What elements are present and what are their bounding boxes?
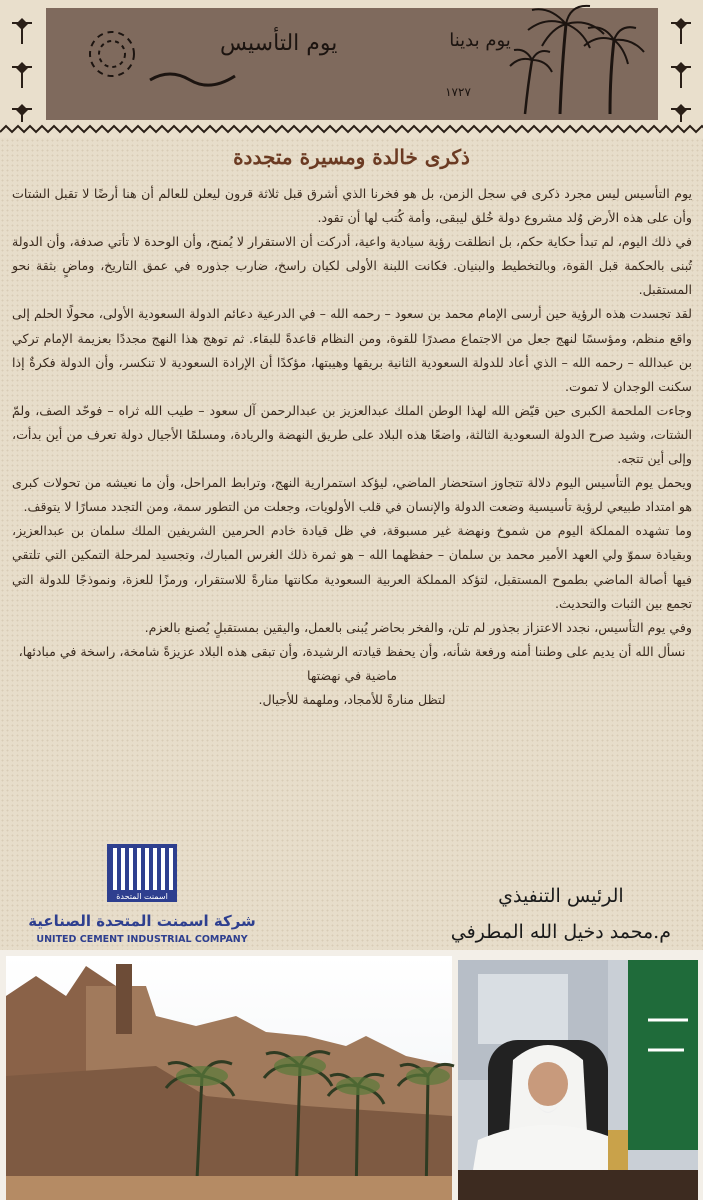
founding-day-logo-top: يوم التأسيس — [220, 31, 338, 56]
paragraph-4: وجاءت الملحمة الكبرى حين قيّض الله لهذا الوطن الملك عبدالعزيز بن عبدالرحمن آل سعود – طيب الله ثراه – فوحّد الصف، ولمّ الشتات، وشيد صرح الدولة السعودية الثالثة، واضعًا هذه البلاد على طريق النهضة والريادة، ومسلمًا الأجيال دولة تعرف من أين بدأت، وإلى أين تتجه. — [12, 402, 692, 467]
signature-role: الرئيس التنفيذي — [498, 885, 624, 907]
company-name-en: UNITED CEMENT INDUSTRIAL COMPANY — [36, 934, 248, 945]
signature-name: م.محمد دخيل الله المطرفي — [450, 921, 671, 943]
article — [0, 138, 703, 950]
diriyah-photo — [6, 956, 452, 1200]
executive-photo — [458, 960, 698, 1200]
photo-strip — [0, 950, 703, 1200]
yawm-badayna-logo — [410, 4, 650, 114]
paragraph-3: لقد تجسدت هذه الرؤية حين أرسى الإمام محمد بن سعود – رحمه الله – في الدرعية دعائم الدولة السعودية الأولى، محولًا الحلم إلى واقع منظم، ومؤسسًا لنهج جعل من الاجتماع مصدرًا للقوة، ومن النظام قاعدةً للبقاء. ثم توهج هذا النهج مجددًا بعزيمة الإمام تركي بن عبدالله – رحمه الله – الذي أعاد للدولة السعودية الثانية بريقها وهيبتها، مؤكدًا أن الإرادة السعودية لا تنكسر، وأن الدولة فكرةٌ إذا سكنت الوجدان لا تموت. — [12, 306, 692, 394]
founding-day-logo — [70, 10, 338, 110]
paragraph-2: في ذلك اليوم، لم تبدأ حكاية حكم، بل انطلقت رؤية سيادية واعية، أدركت أن الاستقرار لا يُمنح، وأن الوحدة لا تأتي صدفة، وأن الدولة تُبنى بالحكمة قبل القوة، وبالتخطيط والبنيان. فكانت اللبنة الأولى لكيان راسخ، ضارب جذوره في عمق التاريخ، وماضٍ بثقة نحو المستقبل. — [12, 234, 692, 298]
paragraph-5: ويحمل يوم التأسيس اليوم دلالة تتجاوز استحضار الماضي، ليؤكد استمرارية النهج، وترابط المراحل، وأن ما نعيشه من تحولات كبرى هو امتداد طبيعي لرؤية تأسيسية وضعت الدولة والإنسان في قلب الأولويات، وجعلت من التطور سمة، ومن التجدد مسارًا لا يتوقف. — [12, 475, 692, 515]
paragraph-7: وفي يوم التأسيس، نجدد الاعتزاز بجذور لم تلن، والفخر بحاضر يُبنى بالعمل، واليقين بمستقبلٍ يُصنع بالعزم. — [144, 619, 692, 635]
logo-small-text: اسمنت المتحدة — [116, 892, 168, 901]
paragraph-6: وما تشهده المملكة اليوم من شموخ ونهضة غير مسبوقة، في ظل قيادة خادم الحرمين الشريفين الملك سلمان بن عبدالعزيز، وبقيادة سموّ ولي العهد الأمير محمد بن سلمان – حفظهما الله – هو ثمرة ذلك الغرس المبارك، وتجسيد لمرحلة التمكين التي تلتقي فيها أصالة الماضي بطموح المستقبل، لتؤكد المملكة العربية السعودية مكانتها منارةً للاستقرار، ورمزًا للعزة، ونموذجًا للدولة التي تجمع بين الثبات والتحديث. — [12, 523, 692, 611]
article-body — [12, 182, 692, 712]
paragraph-8: نسأل الله أن يديم على وطننا أمنه ورفعة شأنه، وأن يحفظ قيادته الرشيدة، وأن تبقى هذه البلاد عزيزةً شامخة، راسخة في مبادئها، ماضية في نهضتها — [18, 643, 686, 683]
header-frame — [0, 0, 703, 140]
year-1727: ١٧٢٧ — [445, 85, 471, 99]
paragraph-9: لتظل منارةً للأمجاد، وملهمة للأجيال. — [258, 691, 446, 707]
signature-block — [451, 878, 671, 950]
article-title: ذكرى خالدة ومسيرة متجددة — [233, 145, 470, 169]
yawm-badayna-text: يوم بدينا — [449, 30, 511, 51]
united-cement-logo — [25, 842, 265, 952]
paragraph-1: يوم التأسيس ليس مجرد ذكرى في سجل الزمن، بل هو فخرنا الذي أشرق قبل ثلاثة قرون ليعلن للعالم أن هنا أرضًا لا تقبل الشتات وأن على هذه الأرض وُلد مشروع دولة خُلق ليبقى، وأمة كُتب لها أن تقود. — [12, 186, 692, 226]
company-name-ar: شركة اسمنت المتحدة الصناعية — [28, 912, 256, 930]
